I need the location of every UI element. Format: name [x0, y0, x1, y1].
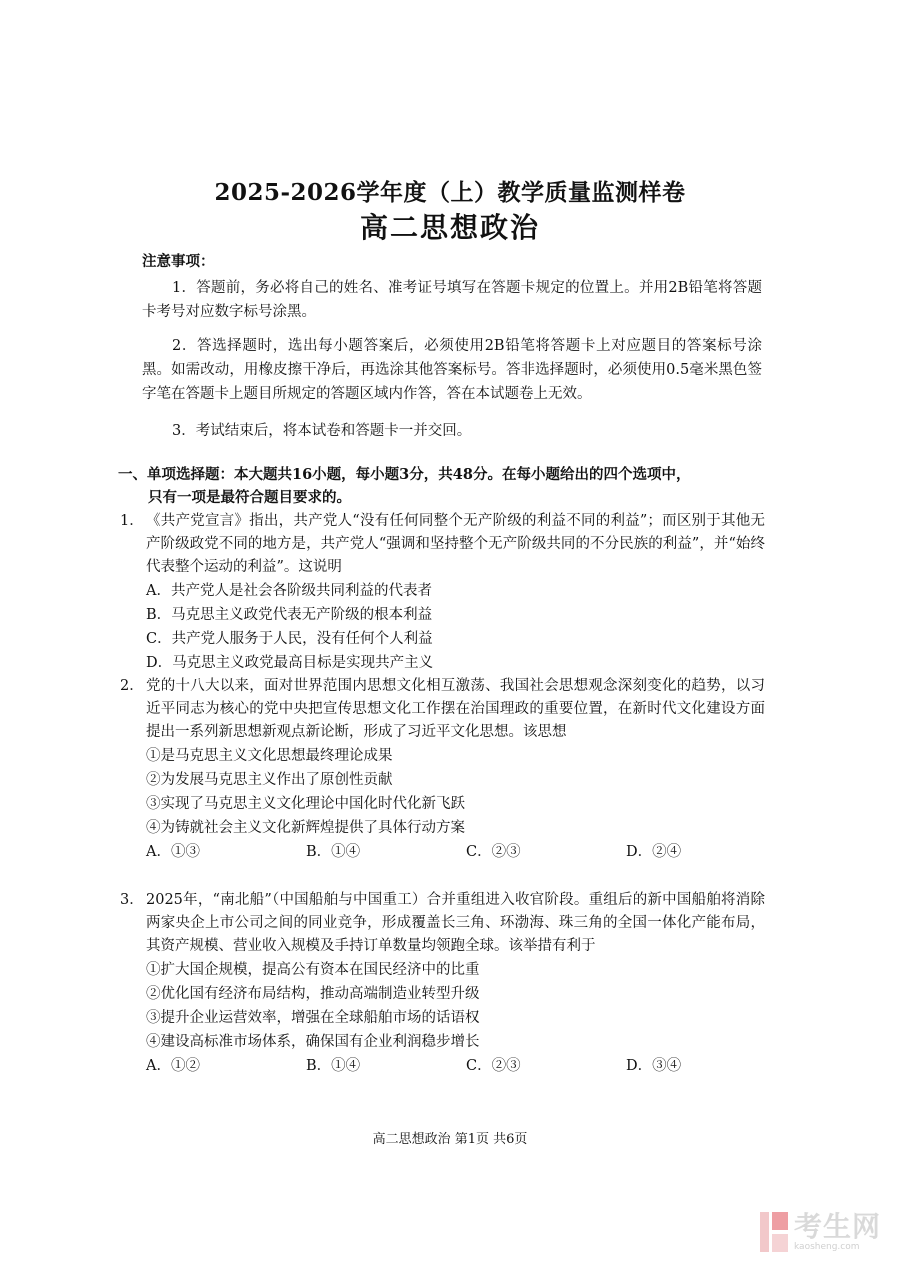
option-a: A．①② [146, 1058, 200, 1074]
question-number: 3． [120, 892, 144, 908]
question-3 [120, 889, 765, 1078]
question-number: 2． [120, 678, 144, 694]
statement-list [146, 958, 765, 1078]
option-row [146, 840, 765, 864]
question-number: 1． [120, 513, 144, 529]
statement-1: ①扩大国企规模，提高公有资本在国民经济中的比重 [146, 962, 480, 978]
option-d: D．③④ [626, 1058, 682, 1074]
subject-title: 高二思想政治 [359, 211, 540, 244]
page-footer: 高二思想政治 第1页 共6页 [372, 1132, 528, 1147]
option-c: C．②③ [466, 844, 521, 860]
section-heading-line2: 只有一项是最符合题目要求的。 [148, 489, 351, 506]
statement-1: ①是马克思主义文化思想最终理论成果 [146, 748, 393, 764]
question-1 [120, 510, 765, 675]
statement-list [146, 744, 765, 864]
section-heading [118, 463, 768, 509]
statement-4: ④建设高标准市场体系，确保国有企业利润稳步增长 [146, 1034, 480, 1050]
option-b: B．①④ [306, 844, 361, 860]
option-c: C．②③ [466, 1058, 521, 1074]
option-d: D．马克思主义政党最高目标是实现共产主义 [146, 655, 434, 671]
option-a: A．共产党人是社会各阶级共同利益的代表者 [146, 583, 432, 599]
option-a: A．①③ [146, 844, 200, 860]
watermark-url: kaosheng.com [794, 1242, 860, 1252]
watermark [760, 1204, 890, 1260]
statement-3: ③提升企业运营效率，增强在全球船舶市场的话语权 [146, 1010, 480, 1026]
notice-item-1: 1．答题前，务必将自己的姓名、准考证号填写在答题卡规定的位置上。并用2B铅笔将答题卡考号对应数字标号涂黑。 [142, 280, 762, 320]
option-c: C．共产党人服务于人民，没有任何个人利益 [146, 631, 433, 647]
question-stem: 党的十八大以来，面对世界范围内思想文化相互激荡、我国社会思想观念深刻变化的趋势，以习近平同志为核心的党中央把宣传思想文化工作摆在治国理政的重要位置，在新时代文化建设方面提出一系列新思想新观点新论断，形成了习近平文化思想。该思想 [146, 678, 765, 740]
notice-item-2: 2．答选择题时，选出每小题答案后，必须使用2B铅笔将答题卡上对应题目的答案标号涂黑。如需改动，用橡皮擦干净后，再选涂其他答案标号。答非选择题时，必须使用0.5毫米黑色签字笔在答题卡上题目所规定的答题区域内作答，答在本试题卷上无效。 [142, 338, 762, 402]
statement-2: ②为发展马克思主义作出了原创性贡献 [146, 772, 393, 788]
option-d: D．②④ [626, 844, 682, 860]
section-heading-line1: 一、单项选择题：本大题共16小题，每小题3分，共48分。在每小题给出的四个选项中， [118, 466, 691, 483]
kaosheng-logo-icon [760, 1212, 788, 1252]
question-2 [120, 675, 765, 864]
notice-item-3: 3．考试结束后，将本试卷和答题卡一并交回。 [172, 423, 472, 439]
option-b: B．①④ [306, 1058, 361, 1074]
question-stem: 《共产党宣言》指出，共产党人“没有任何同整个无产阶级的利益不同的利益”；而区别于其他无产阶级政党不同的地方是，共产党人“强调和坚持整个无产阶级共同的不分民族的利益”，并“始终代表整个运动的利益”。这说明 [146, 513, 765, 575]
option-list [146, 579, 765, 675]
statement-2: ②优化国有经济布局结构，推动高端制造业转型升级 [146, 986, 480, 1002]
notice-heading: 注意事项： [142, 253, 215, 270]
question-stem: 2025年，“南北船”（中国船舶与中国重工）合并重组进入收官阶段。重组后的新中国船舶将消除两家央企上市公司之间的同业竞争，形成覆盖长三角、环渤海、珠三角的全国一体化产能布局，其资产规模、营业收入规模及手持订单数量均领跑全球。该举措有利于 [146, 892, 765, 954]
watermark-name: 考生网 [794, 1210, 882, 1243]
option-b: B．马克思主义政党代表无产阶级的根本利益 [146, 607, 433, 623]
statement-3: ③实现了马克思主义文化理论中国化时代化新飞跃 [146, 796, 465, 812]
statement-4: ④为铸就社会主义文化新辉煌提供了具体行动方案 [146, 820, 465, 836]
exam-title: 2025-2026学年度（上）教学质量监测样卷 [214, 179, 686, 206]
option-row [146, 1054, 765, 1078]
